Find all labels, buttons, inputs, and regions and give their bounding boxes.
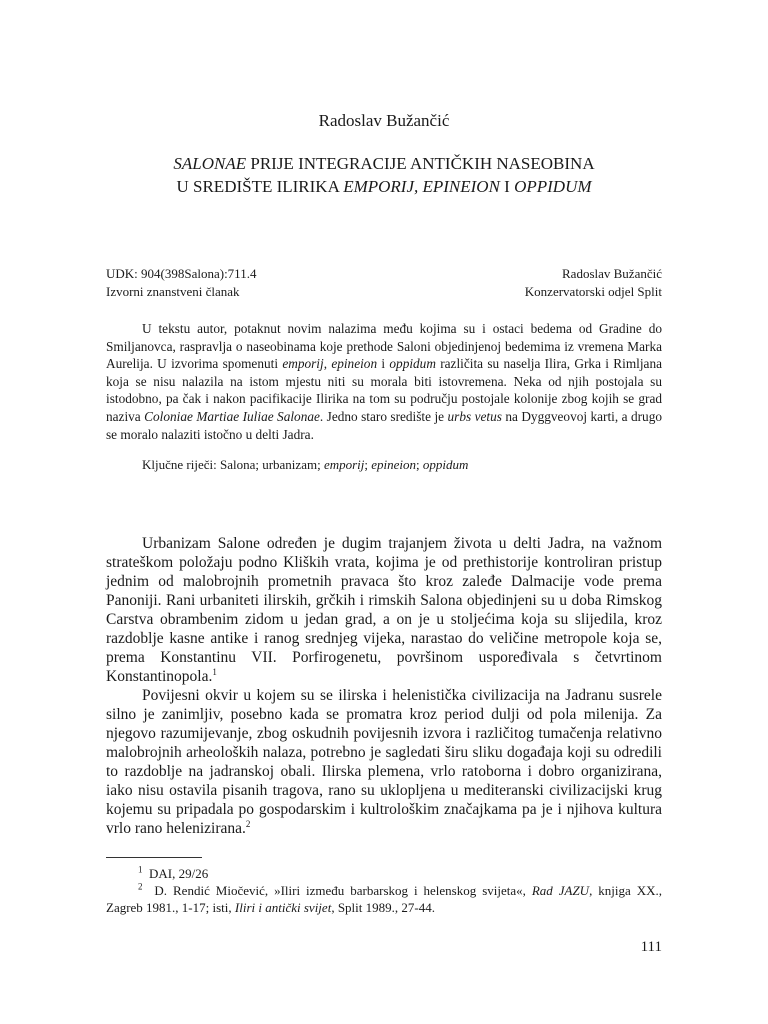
keywords-text: ; <box>416 457 423 472</box>
footnote <box>106 882 662 916</box>
footnotes <box>106 865 662 916</box>
keyword-italic: emporij <box>323 457 365 472</box>
abstract-paragraph <box>106 320 662 443</box>
abstract-italic: Coloniae Martiae Iuliae Salonae <box>144 408 320 424</box>
abstract-text: različita su naselja Ilira, Grka i Rimljana koja se nisu nalazila na istom mjestu niti su morala biti istovremena. Neka od njih postojala su istodobno, pa čak i nakon pacifikacije Ilirika na tom su području postojale kolonije zbog kojih se grad naziva <box>106 356 663 424</box>
title-salonae: SALONAE <box>173 154 247 173</box>
title-line-1-rest: PRIJE INTEGRACIJE ANTIČKIH NASEOBINA <box>246 154 595 173</box>
abstract <box>106 320 662 443</box>
keywords <box>142 457 468 473</box>
footnote <box>106 865 662 882</box>
title-line-1 <box>80 152 688 175</box>
main-text <box>106 534 662 838</box>
body-text: Urbanizam Salone određen je dugim trajanjem života u delti Jadra, na važnom strateškom položaju podno Kliških vrata, kojima je od prethistorije kontroliran pristup jednim od malobrojnih prometnih pravaca što kroz zaleđe Dalmacije vode prema Panoniji. Rani urbaniteti ilirskih, grčkih i rimskih Salona objedinjeni su u doba Rimskog Carstva obrambenim zidom u jedan grad, a on je u stoljećima koja su slijedila, kroz razdoblje kasne antike i ranog srednjeg vijeka, narastao do veličine metropole koja se, prema Konstantinu VII. Porfirogenetu, površinom uspoređivala s četvrtinom Konstantinopola. <box>106 535 662 685</box>
keywords-text: ; <box>364 457 372 472</box>
article-author: Radoslav Bužančić <box>318 111 450 130</box>
udk-code: UDK: 904(398Salona):711.4 <box>106 266 257 281</box>
abstract-text: , <box>323 356 332 372</box>
title-line-2-c: I <box>499 177 515 196</box>
meta-right <box>525 265 662 301</box>
abstract-text: na Dyggveovoj karti, a drugo se moralo nalaziti istočno u delti Jadra. <box>106 408 662 442</box>
footnote-text: DAI, 29/26 <box>149 866 209 881</box>
body-text: Povijesni okvir u kojem su se ilirska i helenistička civilizacija na Jadranu susrele silno je zanimljiv, posebno kada se promatra kroz period dulji od pola milenija. Za njegovo razumijevanje, zbog oskudnih povijesnih izvora i različitog tumačenja relativno malobrojnih arheoloških nalaza, potrebno je sagledati širu sliku događaja koji su odredili to razdoblje na jadranskoj obali. Ilirska plemena, vrlo ratoborna i dobro organizirana, iako nisu ostavila pisanih tragova, rano su uklopljena u mediteranski civilizacijski krug kojemu su pripadala po gospodarskim i kultrološkim značajkama pa je i njihova kultura vrlo rano helenizirana. <box>106 687 662 837</box>
abstract-italic: epineion <box>331 356 378 372</box>
title-oppidum: OPPIDUM <box>514 177 592 196</box>
footnote-number: 2 <box>138 881 143 892</box>
title-emporij-epineion: EMPORIJ, EPINEION <box>343 177 500 196</box>
footnote-italic: Iliri i antički svijet <box>234 900 332 915</box>
abstract-italic: urbs vetus <box>447 408 502 424</box>
footnote-ref[interactable]: 1 <box>212 666 217 677</box>
title-line-2-a: U SREDIŠTE ILIRIKA <box>176 177 344 196</box>
abstract-text: U tekstu autor, potaknut novim nalazima među kojima su i ostaci bedema od Gradine do Smiljanovca, raspravlja o naseobinama koje prethode Saloni objedinjenoj bedemima iz vremena Marka Aurelija. U izvorima spomenuti <box>106 321 662 372</box>
title-line-2 <box>80 175 688 198</box>
body-paragraph <box>106 534 662 686</box>
abstract-italic: emporij <box>282 356 324 372</box>
footnote-divider <box>106 857 202 858</box>
meta-left <box>106 265 256 301</box>
keywords-text: Ključne riječi: Salona; urbanizam; <box>142 457 324 472</box>
article-category: Izvorni znanstveni članak <box>106 284 240 299</box>
footnote-text: , knjiga XX., Zagreb 1981., 1-17; isti, <box>106 883 663 915</box>
meta-author: Radoslav Bužančić <box>562 266 662 281</box>
footnote-text: , Split 1989., 27-44. <box>331 900 435 915</box>
page-number: 111 <box>640 939 662 955</box>
abstract-text: . Jedno staro središte je <box>319 408 448 424</box>
article-title <box>80 152 688 198</box>
footnote-ref[interactable]: 2 <box>245 818 251 829</box>
keyword-italic: epineion <box>371 457 417 472</box>
body-paragraph <box>106 686 662 838</box>
abstract-text: i <box>377 356 390 372</box>
author-institution: Konzervatorski odjel Split <box>524 284 662 299</box>
footnote-text: D. Rendić Miočević, »Iliri između barbarskog i helenskog svijeta«, <box>154 883 532 898</box>
abstract-italic: oppidum <box>389 356 436 372</box>
keyword-italic: oppidum <box>422 457 469 472</box>
footnote-number: 1 <box>138 864 143 875</box>
footnote-italic: Rad JAZU <box>531 883 590 898</box>
